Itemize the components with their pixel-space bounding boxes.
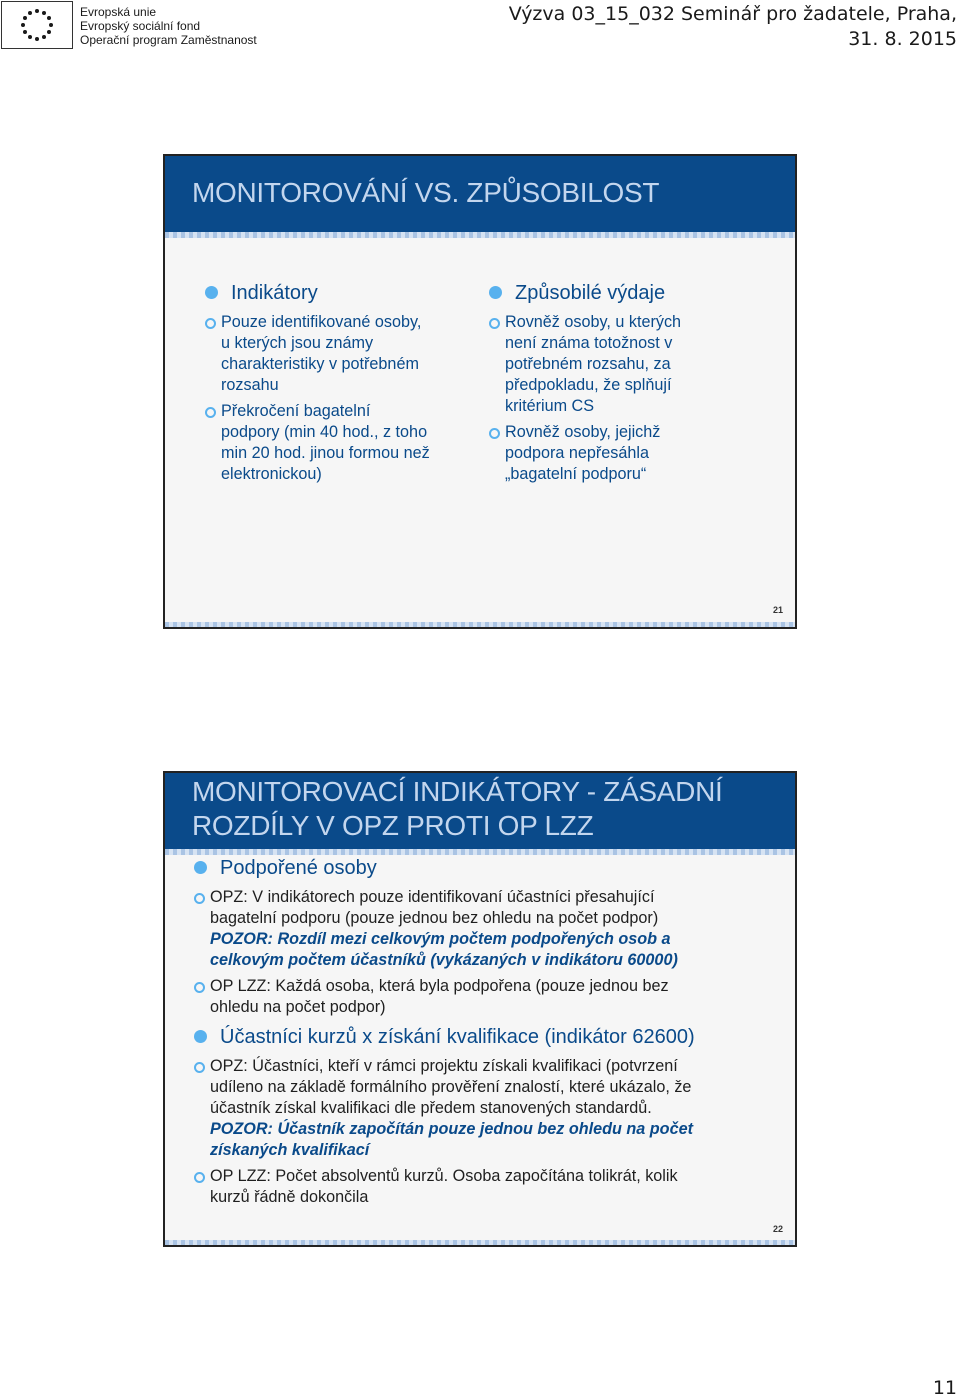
bullet-ring-icon xyxy=(205,407,216,418)
slide-title: MONITOROVÁNÍ VS. ZPŮSOBILOST xyxy=(192,177,660,208)
text-line: „bagatelní podporu“ xyxy=(505,465,647,483)
title-strip xyxy=(165,232,795,238)
heading-text: Účastníci kurzů x získání kvalifikace (indikátor 62600) xyxy=(220,1026,695,1048)
bullet-heading xyxy=(194,855,784,881)
slide-page-number: 22 xyxy=(772,1224,783,1234)
bullet-ring-icon xyxy=(194,1062,205,1073)
text-line: účastník získal kvalifikaci dle předem stanovených standardů. xyxy=(210,1099,652,1117)
emphasis-line: POZOR: Rozdíl mezi celkovým počtem podpořených osob a xyxy=(210,930,671,948)
text-line: Rovněž osoby, u kterých xyxy=(505,313,682,331)
text-line: podpora nepřesáhla xyxy=(505,444,650,462)
eu-flag-logo xyxy=(1,1,73,49)
slide-body xyxy=(194,855,784,1208)
event-title: Výzva 03_15_032 Seminář pro žadatele, Praha, xyxy=(508,3,957,25)
text-line: Rovněž osoby, jejichž xyxy=(505,423,661,441)
bullet-ring-icon xyxy=(489,428,500,439)
text-line: ohledu na počet podpor) xyxy=(210,998,386,1016)
text-line: podpory (min 40 hod., z toho xyxy=(221,423,428,441)
text-line: Pouze identifikované osoby, xyxy=(221,313,422,331)
bullet-dot-icon xyxy=(205,286,218,299)
sub-bullet xyxy=(205,401,475,485)
slide-22 xyxy=(163,771,797,1247)
text-line: u kterých jsou známy xyxy=(221,334,374,352)
slide-title xyxy=(192,775,722,843)
sub-bullet xyxy=(489,422,769,485)
bullet-ring-icon xyxy=(194,893,205,904)
bullet-heading xyxy=(205,280,475,306)
sub-bullet xyxy=(194,976,784,1018)
title-line: ROZDÍLY V OPZ PROTI OP LZZ xyxy=(192,810,594,841)
text-line: OPZ: V indikátorech pouze identifikovaní účastníci přesahující xyxy=(210,888,655,906)
footer-strip xyxy=(165,622,795,627)
heading-text: Indikátory xyxy=(231,282,318,304)
emphasis-line: celkovým počtem účastníků (vykázaných v indikátoru 60000) xyxy=(210,951,678,969)
document-header xyxy=(0,0,960,54)
slide-21 xyxy=(163,154,797,629)
sub-bullet xyxy=(194,1166,784,1208)
left-column xyxy=(205,280,475,485)
text-line: charakteristiky v potřebném xyxy=(221,355,419,373)
slide-title-bar xyxy=(165,773,795,849)
title-line: MONITOROVACÍ INDIKÁTORY - ZÁSADNÍ xyxy=(192,776,723,807)
right-column xyxy=(489,280,769,485)
text-line: OP LZZ: Počet absolventů kurzů. Osoba započítána tolikrát, kolik xyxy=(210,1167,678,1185)
bullet-heading xyxy=(194,1024,784,1050)
event-info xyxy=(509,2,957,52)
event-date: 31. 8. 2015 xyxy=(848,28,957,50)
text-line: udíleno na základě formálního prověření znalostí, které ukázalo, že xyxy=(210,1078,692,1096)
bullet-ring-icon xyxy=(194,982,205,993)
text-line: elektronickou) xyxy=(221,465,322,483)
sub-bullet xyxy=(194,1056,784,1161)
bullet-dot-icon xyxy=(489,286,502,299)
text-line: kritérium CS xyxy=(505,397,595,415)
text-line: rozsahu xyxy=(221,376,279,394)
sub-bullet xyxy=(194,887,784,971)
text-line: OP LZZ: Každá osoba, která byla podpořena (pouze jednou bez xyxy=(210,977,669,995)
eu-line: Evropská unie xyxy=(80,5,157,19)
sub-bullet xyxy=(489,312,769,417)
text-line: OPZ: Účastníci, kteří v rámci projektu získali kvalifikaci (potvrzení xyxy=(210,1057,678,1075)
bullet-ring-icon xyxy=(489,318,500,329)
slide-title-bar xyxy=(165,156,795,232)
heading-text: Podpořené osoby xyxy=(220,857,377,879)
emphasis-line: POZOR: Účastník započítán pouze jednou bez ohledu na počet xyxy=(210,1120,693,1138)
slide-page-number: 21 xyxy=(772,605,783,615)
text-line: min 20 hod. jinou formou než xyxy=(221,444,430,462)
emphasis-line: získaných kvalifikací xyxy=(210,1141,370,1159)
eu-program-text xyxy=(80,5,257,47)
sub-bullet xyxy=(205,312,475,396)
bullet-ring-icon xyxy=(194,1172,205,1183)
text-line: kurzů řádně dokončila xyxy=(210,1188,369,1206)
text-line: není známa totožnost v xyxy=(505,334,673,352)
heading-text: Způsobilé výdaje xyxy=(515,282,666,304)
text-line: předpokladu, že splňují xyxy=(505,376,672,394)
bullet-ring-icon xyxy=(205,318,216,329)
eu-line: Evropský sociální fond xyxy=(80,19,201,33)
text-line: bagatelní podporu (pouze jednou bez ohledu na počet podpor) xyxy=(210,909,659,927)
bullet-dot-icon xyxy=(194,1030,207,1043)
footer-strip xyxy=(165,1240,795,1245)
bullet-dot-icon xyxy=(194,861,207,874)
eu-line: Operační program Zaměstnanost xyxy=(80,33,257,47)
text-line: potřebném rozsahu, za xyxy=(505,355,671,373)
page-number: 11 xyxy=(932,1377,957,1399)
bullet-heading xyxy=(489,280,769,306)
text-line: Překročení bagatelní xyxy=(221,402,371,420)
